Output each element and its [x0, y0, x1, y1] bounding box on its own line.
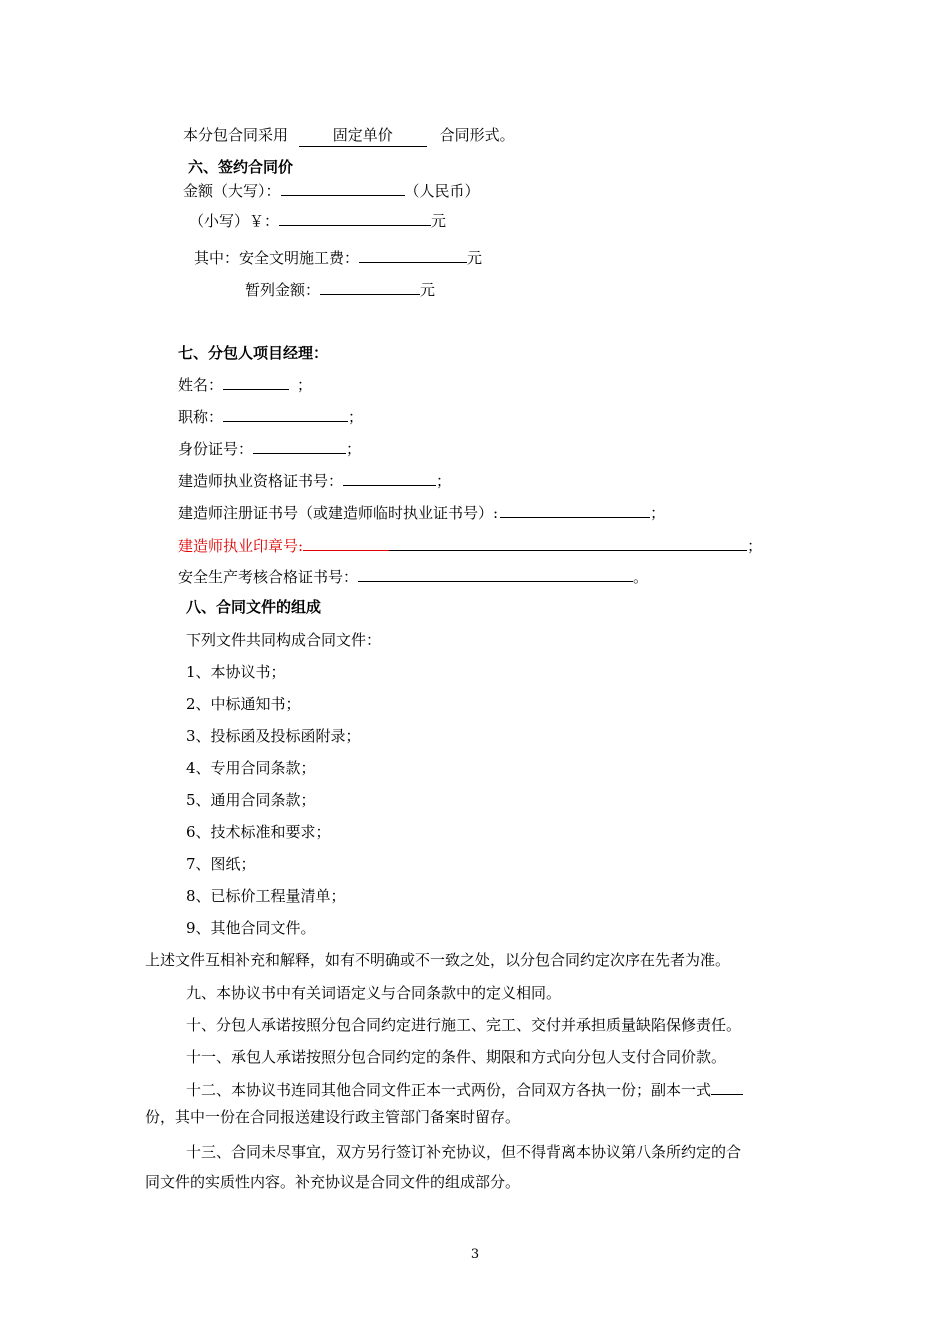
pm-cert-label: 建造师执业资格证书号：	[178, 472, 344, 490]
pm-reg-blank	[500, 502, 650, 518]
safety-fee-label: 其中：安全文明施工费：	[194, 249, 360, 267]
contract-form-value: 固定单价	[299, 125, 427, 147]
doc-item: 9、其他合同文件。	[186, 919, 316, 937]
page-number: 3	[470, 1247, 480, 1262]
pm-safety-line	[178, 566, 648, 587]
pm-seal-blank	[389, 535, 747, 551]
doc-item: 5、通用合同条款；	[186, 791, 316, 809]
contract-form-line	[183, 125, 515, 147]
doc-item: 8、已标价工程量清单；	[186, 887, 346, 905]
pm-name-suffix: ；	[297, 376, 313, 394]
doc-item: 6、技术标准和要求；	[186, 823, 331, 841]
section8-intro: 下列文件共同构成合同文件：	[186, 631, 382, 649]
clause-12-text: 十二、本协议书连同其他合同文件正本一式两份，合同双方各执一份；副本一式	[186, 1081, 712, 1099]
clause-12-line2: 份，其中一份在合同报送建设行政主管部门备案时留存。	[145, 1108, 521, 1126]
section7-title: 七、分包人项目经理：	[178, 344, 329, 362]
pm-safety-blank	[358, 566, 633, 582]
provisional-label: 暂列金额：	[245, 281, 321, 299]
clause-13-line2: 同文件的实质性内容。补充协议是合同文件的组成部分。	[145, 1173, 521, 1191]
pm-safety-label: 安全生产考核合格证书号：	[178, 568, 359, 586]
pm-seal-blank-red	[303, 535, 389, 551]
pm-cert-line	[178, 470, 451, 491]
provisional-unit: 元	[420, 281, 436, 299]
contract-form-prefix: 本分包合同采用	[183, 126, 289, 144]
pm-name-label: 姓名：	[178, 376, 224, 394]
clause-10: 十、分包人承诺按照分包合同约定进行施工、完工、交付并承担质量缺陷保修责任。	[186, 1016, 742, 1034]
amount-upper-blank	[281, 180, 405, 196]
safety-fee-line	[194, 247, 482, 268]
amount-upper-label: 金额（大写）：	[183, 182, 281, 200]
pm-cert-blank	[343, 470, 436, 486]
safety-fee-unit: 元	[467, 249, 483, 267]
contract-form-suffix: 合同形式。	[439, 126, 515, 144]
provisional-line	[245, 279, 435, 300]
clause-11: 十一、承包人承诺按照分包合同约定的条件、期限和方式向分包人支付合同价款。	[186, 1048, 727, 1066]
provisional-blank	[320, 279, 420, 295]
pm-id-line	[178, 438, 361, 459]
pm-safety-period: 。	[633, 568, 649, 586]
amount-lower-unit: 元	[431, 212, 447, 230]
pm-reg-line	[178, 502, 665, 523]
doc-item: 4、专用合同条款；	[186, 759, 316, 777]
amount-upper-suffix: （人民币）	[404, 182, 480, 200]
doc-item: 3、投标函及投标函附录；	[186, 727, 361, 745]
pm-title-blank	[223, 406, 348, 422]
pm-id-blank	[253, 438, 346, 454]
doc-item: 7、图纸；	[186, 855, 256, 873]
section8-note: 上述文件互相补充和解释，如有不明确或不一致之处，以分包合同约定次序在先者为准。	[145, 951, 731, 969]
pm-title-line	[178, 406, 363, 427]
section6-title: 六、签约合同价	[188, 158, 294, 176]
amount-upper-line	[183, 180, 480, 201]
pm-title-semicolon: ；	[348, 408, 364, 426]
clause-13-line1: 十三、合同未尽事宜，双方另行签订补充协议，但不得背离本协议第八条所约定的合	[186, 1143, 742, 1161]
safety-fee-blank	[359, 247, 467, 263]
clause-12-line1	[186, 1079, 743, 1100]
copies-blank	[711, 1079, 743, 1095]
clause-9: 九、本协议书中有关词语定义与合同条款中的定义相同。	[186, 984, 562, 1002]
amount-lower-label: （小写）￥：	[189, 212, 280, 230]
pm-seal-label: 建造师执业印章号:	[178, 537, 304, 555]
pm-id-semicolon: ；	[346, 440, 362, 458]
amount-lower-line	[189, 210, 446, 231]
pm-seal-line	[178, 535, 762, 556]
pm-name-line	[178, 374, 312, 395]
pm-title-label: 职称：	[178, 408, 224, 426]
doc-item: 1、本协议书；	[186, 663, 286, 681]
pm-seal-semicolon: ；	[747, 537, 763, 555]
amount-lower-blank	[279, 210, 431, 226]
pm-id-label: 身份证号：	[178, 440, 254, 458]
section8-title: 八、合同文件的组成	[186, 598, 322, 616]
pm-name-blank	[223, 374, 289, 390]
pm-reg-semicolon: ；	[650, 504, 666, 522]
pm-cert-semicolon: ；	[436, 472, 452, 490]
doc-item: 2、中标通知书；	[186, 695, 301, 713]
pm-reg-label: 建造师注册证书号（或建造师临时执业证书号）:	[178, 504, 499, 522]
